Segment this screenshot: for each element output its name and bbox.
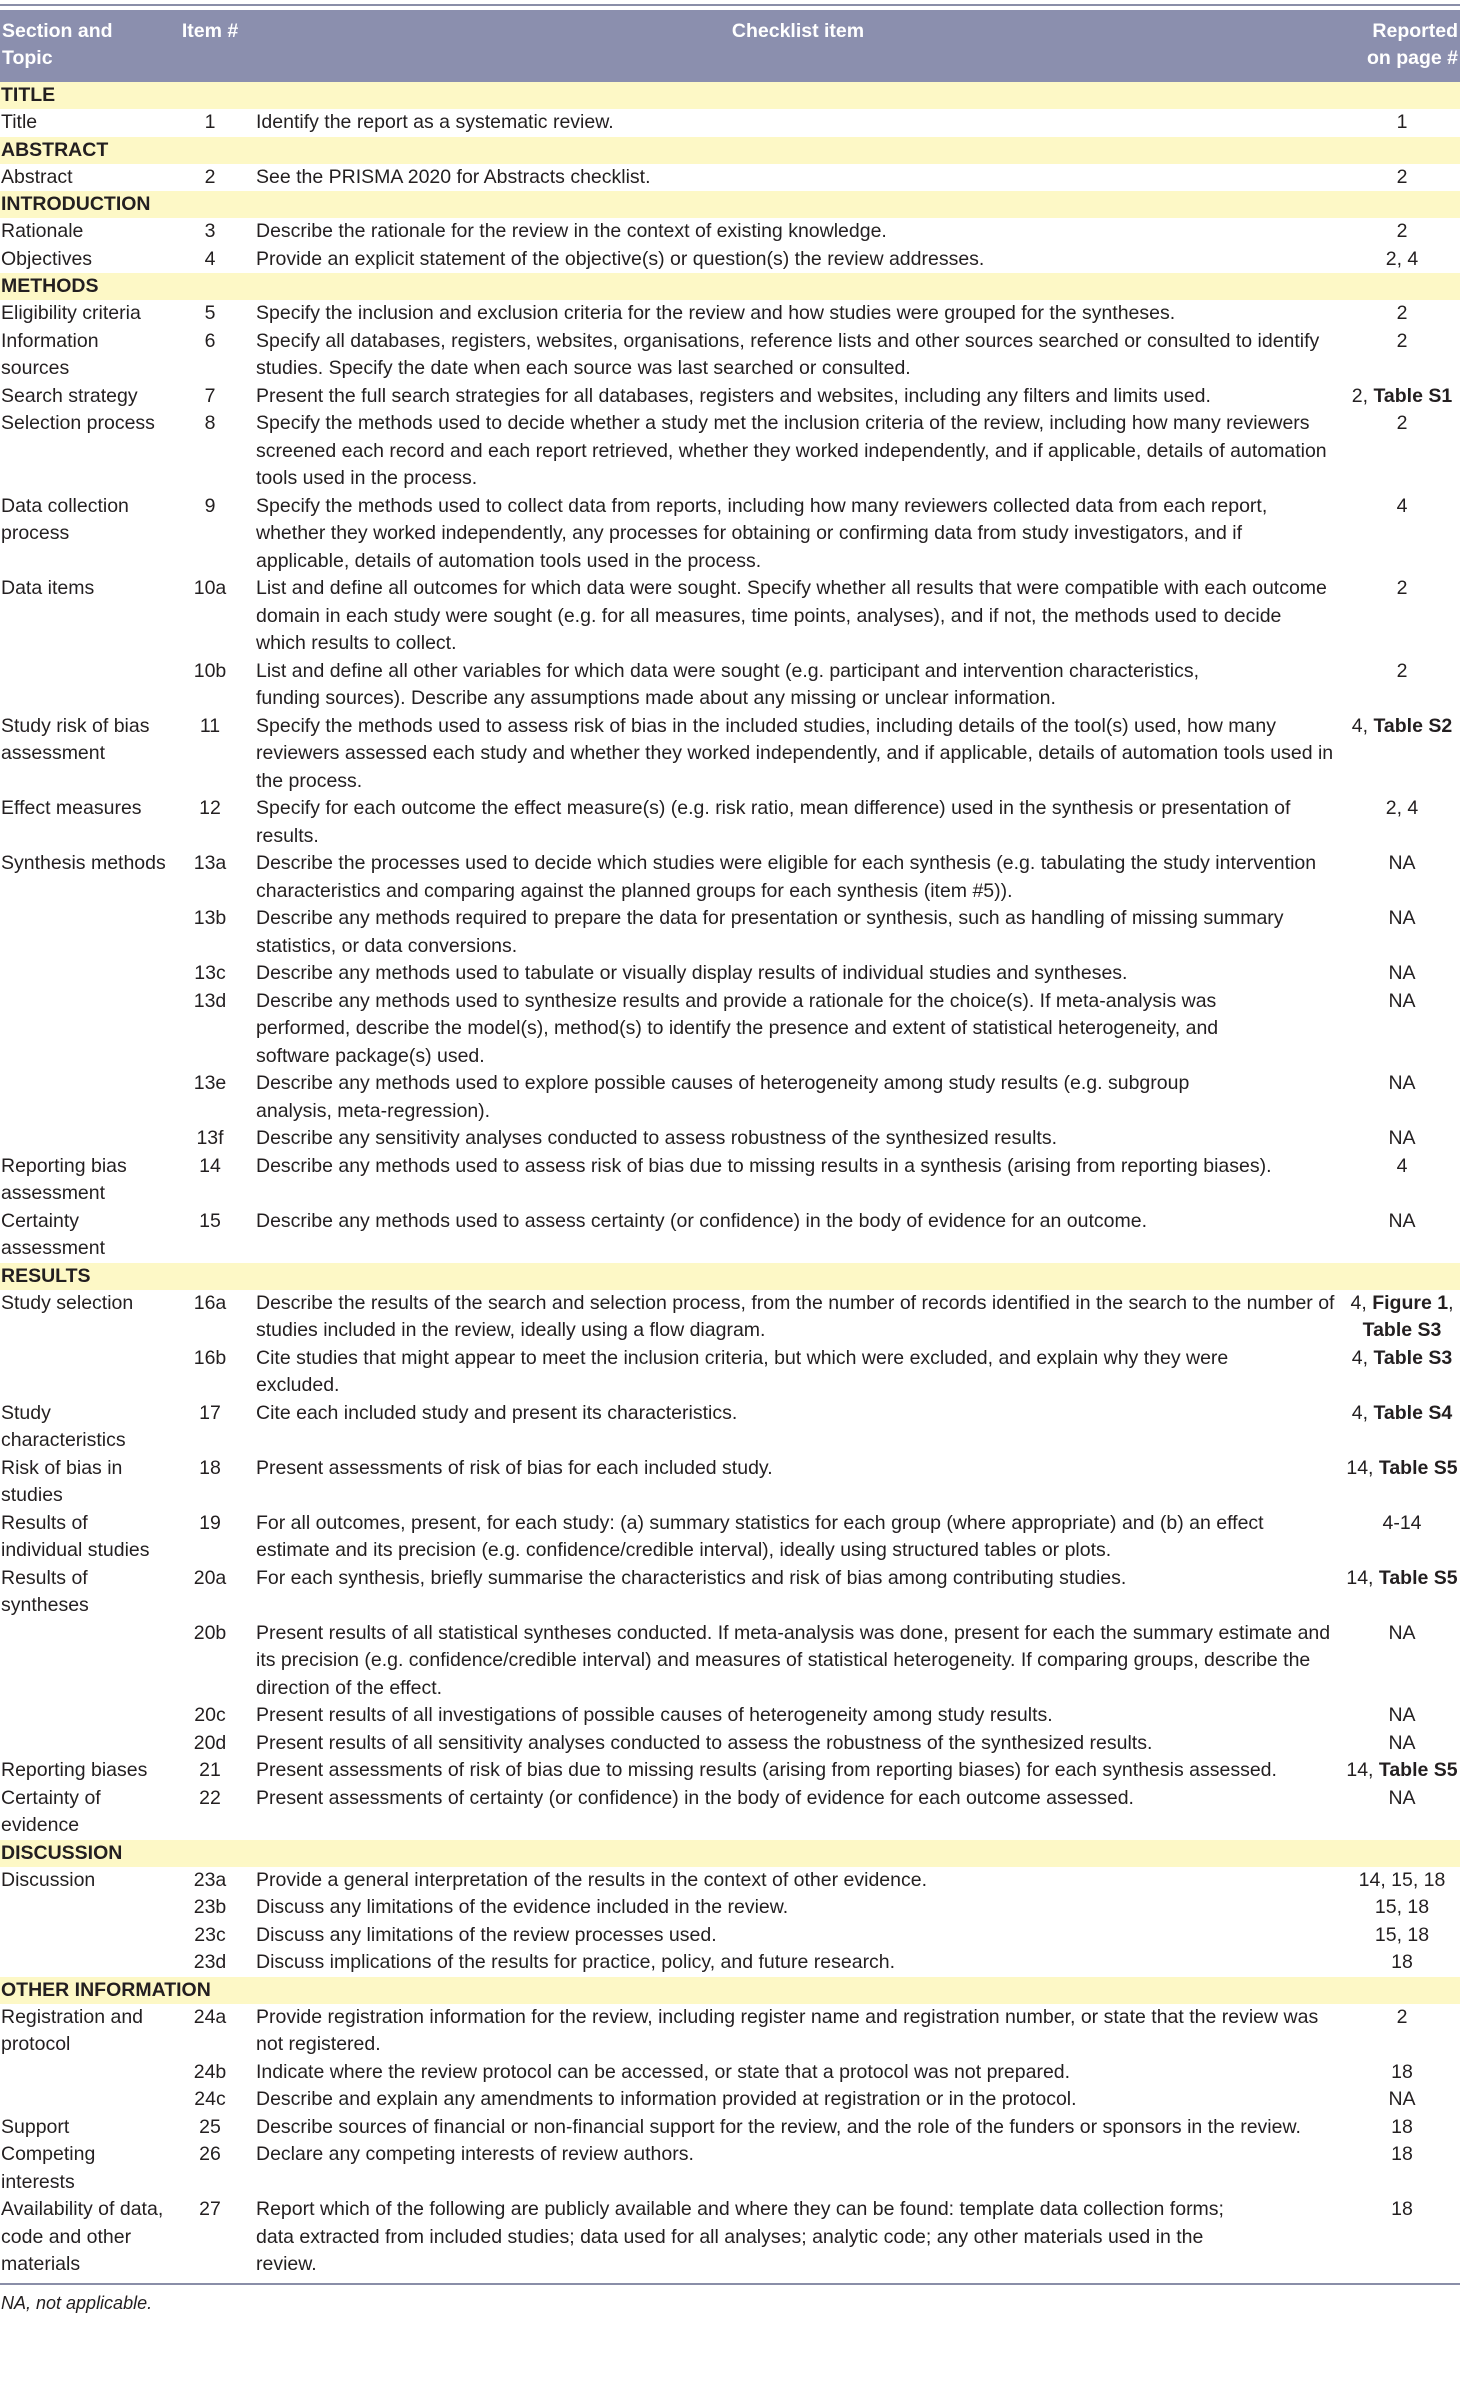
row-reported-page [1344,164,1460,192]
row-topic: Study characteristics [1,1401,126,1451]
section-title: METHODS [0,273,1460,300]
checklist-row [0,1867,1460,1895]
row-item-number: 23a [193,1868,227,1891]
row-topic: Certainty of evidence [1,1786,101,1836]
row-topic: Data items [1,577,95,599]
row-item-number: 14 [199,1154,221,1177]
row-item-number: 1 [204,111,216,133]
row-checklist-item: Present the full search strategies for all databases, registers and websites, including any filters and limits used. [256,384,1211,407]
row-reported-page [1344,658,1460,713]
page-text-tail: , [1448,1291,1454,1314]
page-text: 4-14 [1382,1511,1422,1534]
checklist-row [0,658,1460,713]
row-topic [0,960,168,988]
page-reference-bold: Table S5 [1378,1759,1458,1781]
row-item-number: 11 [199,714,221,737]
checklist-row [0,383,1460,411]
row-topic: Selection process [1,412,155,434]
row-topic: Search strategy [1,384,138,407]
row-topic: Results of syntheses [1,1566,89,1616]
footnote: NA, not applicable. [1,2292,153,2313]
row-topic [0,1894,168,1922]
page-text: 4 [1396,1154,1408,1177]
row-reported-page [1344,493,1460,576]
section-title: INTRODUCTION [0,191,1460,218]
row-reported-page [1344,1757,1460,1785]
page-text: 15, 18 [1374,1923,1430,1946]
checklist-row [0,1455,1460,1510]
page-text: NA [1388,989,1416,1012]
checklist-row [0,1510,1460,1565]
section-row [0,1977,1460,2004]
row-item-number: 22 [199,1786,221,1809]
row-item-number: 19 [199,1511,221,1534]
page-text: 4, [1351,714,1374,737]
row-reported-page [1344,1400,1460,1455]
row-checklist-item: Cite studies that might appear to meet the inclusion criteria, but which were excluded, and explain why they were excluded. [256,1346,1229,1396]
page-text: 18 [1391,2115,1413,2138]
row-item-number: 21 [199,1759,221,1781]
row-checklist-item: Provide registration information for the review, including register name and registration number, or state that the review was not registered. [256,2005,1319,2055]
row-checklist-item: Declare any competing interests of review authors. [256,2143,694,2165]
section-row [0,1263,1460,1290]
page-text: NA [1388,1786,1416,1809]
row-checklist-item: Present assessments of certainty (or confidence) in the body of evidence for each outcome assessed. [256,1786,1134,1809]
page-text: 2 [1396,220,1408,242]
row-item-number: 27 [199,2198,221,2220]
section-title: DISCUSSION [0,1840,1460,1867]
row-topic: Risk of bias in studies [1,1456,123,1506]
row-topic [0,1730,168,1758]
row-topic: Synthesis methods [1,852,166,874]
header-section-topic: Section and Topic [0,10,168,82]
checklist-row [0,2086,1460,2114]
checklist-row [0,1125,1460,1153]
row-checklist-item: Describe any methods used to tabulate or visually display results of individual studies and syntheses. [256,962,1128,984]
page-reference-bold: Figure 1 [1372,1291,1449,1314]
row-topic [0,1620,168,1703]
page-text: 2 [1396,412,1408,434]
page-text: NA [1388,962,1416,984]
checklist-row [0,1070,1460,1125]
row-item-number: 10a [193,577,227,599]
row-reported-page [1344,1153,1460,1208]
row-checklist-item: Discuss any limitations of the evidence included in the review. [256,1896,789,1918]
page-text: 18 [1391,2143,1413,2165]
row-checklist-item: Specify the methods used to decide whether a study met the inclusion criteria of the review, including how many reviewers screened each record and each report retrieved, whether they worked independently, and if applicable, details of automation tools used in the process. [256,412,1327,489]
row-topic: Information sources [1,329,99,379]
row-item-number: 13b [193,907,227,929]
page-text: 2 [1396,659,1408,682]
row-topic: Availability of data, code and other materials [1,2198,164,2275]
checklist-row [0,1922,1460,1950]
row-item-number: 12 [199,797,221,819]
checklist-row [0,493,1460,576]
row-checklist-item: Cite each included study and present its characteristics. [256,1401,738,1424]
row-checklist-item: Describe any methods used to synthesize results and provide a rationale for the choice(s). If meta-analysis was performed, describe the model(s), method(s) to identify the presence and extent of statistical heterogeneity, and software package(s) used. [256,989,1219,1067]
prisma-checklist-table [0,10,1460,2279]
row-reported-page [1344,1290,1460,1345]
row-reported-page [1344,1345,1460,1400]
page-reference-bold: Table S2 [1373,714,1453,737]
page-text: NA [1388,852,1416,874]
page-text: NA [1388,1731,1416,1754]
checklist-row [0,2114,1460,2142]
checklist-row [0,2059,1460,2087]
section-title: ABSTRACT [0,137,1460,164]
page-text: 2 [1396,165,1408,188]
row-checklist-item: Describe any methods required to prepare the data for presentation or synthesis, such as handling of missing summary statistics, or data conversions. [256,907,1284,957]
row-topic [0,1070,168,1125]
row-item-number: 20b [193,1621,227,1644]
checklist-row [0,1565,1460,1620]
row-reported-page [1344,1867,1460,1895]
row-reported-page [1344,905,1460,960]
row-checklist-item: For each synthesis, briefly summarise the characteristics and risk of bias among contributing studies. [256,1566,1127,1589]
page-text: 14, [1346,1759,1379,1781]
page-reference-bold-2: Table S3 [1362,1319,1442,1341]
row-reported-page [1344,2196,1460,2279]
row-item-number: 16a [193,1291,227,1314]
row-checklist-item: Describe any methods used to explore possible causes of heterogeneity among study results (e.g. subgroup analysis, meta-regression). [256,1072,1190,1122]
row-topic: Reporting bias assessment [1,1154,127,1204]
header-checklist-item: Checklist item [252,10,1344,82]
page-text: 2 [1396,577,1408,599]
row-checklist-item: Describe the processes used to decide which studies were eligible for each synthesis (e.g. tabulating the study intervention characteristics and comparing against the planned groups for each synthesis (item #5)). [256,852,1317,902]
checklist-row [0,410,1460,493]
page-text: 4, [1350,1291,1373,1314]
checklist-row [0,795,1460,850]
row-item-number: 5 [204,302,216,324]
row-checklist-item: Specify the methods used to assess risk of bias in the included studies, including details of the tool(s) used, how many reviewers assessed each study and whether they worked independently, and if applicable, details of automation tools used in the process. [256,714,1334,792]
page-text: NA [1388,907,1416,929]
row-item-number: 6 [204,329,216,352]
row-checklist-item: See the PRISMA 2020 for Abstracts checklist. [256,165,651,188]
page-text: 2 [1396,329,1408,352]
header-row [0,10,1460,82]
row-topic: Certainty assessment [1,1209,106,1259]
row-reported-page [1344,2141,1460,2196]
row-topic: Reporting biases [1,1759,148,1781]
row-topic: Objectives [1,247,93,270]
row-reported-page [1344,2114,1460,2142]
row-checklist-item: Specify for each outcome the effect measure(s) (e.g. risk ratio, mean difference) used in the synthesis or presentation of results. [256,797,1291,847]
section-title: RESULTS [0,1263,1460,1290]
row-item-number: 25 [199,2115,221,2138]
row-topic: Study risk of bias assessment [1,714,150,764]
page-text: 15, 18 [1374,1896,1430,1918]
row-reported-page [1344,2059,1460,2087]
row-topic [0,1922,168,1950]
row-checklist-item: Present results of all investigations of possible causes of heterogeneity among study results. [256,1704,1053,1726]
row-checklist-item: Provide an explicit statement of the objective(s) or question(s) the review addresses. [256,247,985,270]
row-topic: Eligibility criteria [1,302,141,324]
checklist-row [0,2141,1460,2196]
row-item-number: 10b [193,659,227,682]
page-text: 18 [1391,2060,1413,2083]
page-text: NA [1388,1704,1416,1726]
row-reported-page [1344,246,1460,274]
row-checklist-item: Describe any methods used to assess risk of bias due to missing results in a synthesis (arising from reporting biases). [256,1154,1272,1177]
row-item-number: 23c [194,1923,226,1946]
checklist-row [0,1290,1460,1345]
checklist-row [0,328,1460,383]
checklist-row [0,1153,1460,1208]
row-checklist-item: Describe any sensitivity analyses conducted to assess robustness of the synthesized results. [256,1127,1057,1149]
checklist-row [0,164,1460,192]
row-checklist-item: Specify the inclusion and exclusion criteria for the review and how studies were grouped for the syntheses. [256,302,1176,324]
page-text: 2, [1351,384,1374,407]
row-topic: Results of individual studies [1,1511,150,1561]
row-item-number: 15 [199,1209,221,1232]
row-item-number: 16b [193,1346,227,1369]
row-reported-page [1344,1620,1460,1703]
row-reported-page [1344,2004,1460,2059]
row-reported-page [1344,1565,1460,1620]
row-reported-page [1344,713,1460,796]
page-text: NA [1388,1072,1416,1094]
checklist-row [0,988,1460,1071]
checklist-row [0,575,1460,658]
page-text: 4, [1351,1346,1374,1369]
section-row [0,273,1460,300]
row-reported-page [1344,960,1460,988]
page-text: 2, 4 [1385,247,1419,270]
checklist-row [0,1702,1460,1730]
row-reported-page [1344,383,1460,411]
row-checklist-item: Describe sources of financial or non-financial support for the review, and the role of the funders or sponsors in the review. [256,2115,1301,2138]
row-reported-page [1344,218,1460,246]
checklist-row [0,2004,1460,2059]
row-checklist-item: Present results of all sensitivity analyses conducted to assess the robustness of the synthesized results. [256,1731,1153,1754]
checklist-row [0,850,1460,905]
checklist-row [0,246,1460,274]
row-checklist-item: Describe the results of the search and selection process, from the number of records identified in the search to the number of studies included in the review, ideally using a flow diagram. [256,1291,1335,1341]
row-item-number: 7 [204,384,216,407]
row-checklist-item: List and define all other variables for which data were sought (e.g. participant and intervention characteristics, funding sources). Describe any assumptions made about any missing or unclear information. [256,659,1200,709]
section-title: TITLE [0,82,1460,109]
row-topic [0,1345,168,1400]
row-topic: Effect measures [1,797,142,819]
checklist-row [0,1620,1460,1703]
page-text: NA [1388,1621,1416,1644]
row-item-number: 13a [193,852,227,874]
checklist-row [0,1949,1460,1977]
page-text: 18 [1391,1951,1413,1973]
page-text: 2 [1396,302,1408,324]
row-item-number: 18 [199,1456,221,1479]
section-row [0,82,1460,109]
checklist-row [0,1730,1460,1758]
row-item-number: 23d [193,1951,227,1973]
page-reference-bold: Table S4 [1373,1401,1453,1424]
page-reference-bold: Table S3 [1373,1346,1453,1369]
row-reported-page [1344,2086,1460,2114]
row-reported-page [1344,795,1460,850]
page-text: NA [1388,2088,1416,2110]
row-checklist-item: Provide a general interpretation of the results in the context of other evidence. [256,1868,927,1891]
row-checklist-item: Describe and explain any amendments to information provided at registration or in the protocol. [256,2088,1077,2110]
row-reported-page [1344,1894,1460,1922]
checklist-row [0,1345,1460,1400]
row-topic: Support [1,2115,70,2138]
row-topic [0,2086,168,2114]
row-reported-page [1344,1455,1460,1510]
row-item-number: 17 [199,1401,221,1424]
row-topic: Discussion [1,1868,96,1891]
row-item-number: 9 [204,494,216,517]
checklist-row [0,109,1460,137]
checklist-row [0,1208,1460,1263]
checklist-row [0,1785,1460,1840]
row-reported-page [1344,1730,1460,1758]
row-checklist-item: Specify the methods used to collect data from reports, including how many reviewers collected data from each report, whether they worked independently, any processes for obtaining or confirming data from study investigators, and if applicable, details of automation tools used in the process. [256,494,1268,572]
row-item-number: 24c [194,2088,226,2110]
row-checklist-item: List and define all outcomes for which data were sought. Specify whether all results that were compatible with each outcome domain in each study were sought (e.g. for all measures, time points, analyses), and if not, the methods used to decide which results to collect. [256,577,1327,654]
row-item-number: 24a [193,2005,227,2028]
header-reported-page: Reported on page # [1344,10,1460,82]
row-item-number: 20d [193,1731,227,1754]
page-text: 14, [1346,1456,1379,1479]
checklist-row [0,300,1460,328]
row-topic: Rationale [1,220,84,242]
row-checklist-item: Present assessments of risk of bias due to missing results (arising from reporting biases) for each synthesis assessed. [256,1759,1277,1781]
row-checklist-item: For all outcomes, present, for each study: (a) summary statistics for each group (where appropriate) and (b) an effect estimate and its precision (e.g. confidence/credible interval), ideally using structured tables or plots. [256,1511,1264,1561]
row-checklist-item: Present assessments of risk of bias for each included study. [256,1456,773,1479]
row-reported-page [1344,988,1460,1071]
row-reported-page [1344,1702,1460,1730]
checklist-row [0,218,1460,246]
row-checklist-item: Identify the report as a systematic review. [256,111,614,133]
row-topic [0,905,168,960]
row-item-number: 2 [204,165,216,188]
row-checklist-item: Describe the rationale for the review in the context of existing knowledge. [256,220,887,242]
page-text: 4 [1396,494,1408,517]
row-topic [0,1702,168,1730]
checklist-row [0,2196,1460,2279]
row-reported-page [1344,300,1460,328]
page-text: NA [1388,1127,1416,1149]
row-checklist-item: Present results of all statistical syntheses conducted. If meta-analysis was done, present for each the summary estimate and its precision (e.g. confidence/credible interval) and measures of statistical heterogeneity. If comparing groups, describe the direction of the effect. [256,1621,1331,1699]
row-topic [0,1125,168,1153]
row-item-number: 3 [204,220,216,242]
row-item-number: 13f [196,1127,224,1149]
row-item-number: 13d [193,989,227,1012]
page-text: 18 [1391,2198,1413,2220]
page-text: 4, [1351,1401,1374,1424]
checklist-row [0,713,1460,796]
row-reported-page [1344,1949,1460,1977]
page-reference-bold: Table S5 [1378,1456,1458,1479]
row-reported-page [1344,410,1460,493]
page-text: 14, [1346,1566,1379,1589]
row-topic: Registration and protocol [1,2005,144,2055]
row-reported-page [1344,1125,1460,1153]
row-item-number: 20a [193,1566,227,1589]
checklist-row [0,905,1460,960]
row-reported-page [1344,1510,1460,1565]
section-row [0,1840,1460,1867]
row-item-number: 13e [193,1072,227,1094]
row-item-number: 26 [199,2143,221,2165]
row-item-number: 8 [204,412,216,434]
row-checklist-item: Report which of the following are publicly available and where they can be found: template data collection forms; data extracted from included studies; data used for all analyses; analytic code; any other materials used in the review. [256,2198,1224,2275]
row-item-number: 24b [193,2060,227,2083]
row-reported-page [1344,1070,1460,1125]
row-topic: Competing interests [1,2143,96,2193]
row-reported-page [1344,850,1460,905]
row-item-number: 4 [204,247,216,270]
row-reported-page [1344,575,1460,658]
page-reference-bold: Table S1 [1373,384,1453,407]
row-reported-page [1344,1922,1460,1950]
page-reference-bold: Table S5 [1378,1566,1458,1589]
section-row [0,137,1460,164]
row-item-number: 23b [193,1896,227,1918]
row-item-number: 20c [194,1704,226,1726]
prisma-checklist-page [0,4,1460,2314]
row-checklist-item: Specify all databases, registers, websites, organisations, reference lists and other sources searched or consulted to identify studies. Specify the date when each source was last searched or consulted. [256,329,1320,379]
section-row [0,191,1460,218]
row-reported-page [1344,1785,1460,1840]
page-text: 14, 15, 18 [1358,1868,1446,1891]
checklist-body [0,82,1460,2279]
row-reported-page [1344,109,1460,137]
row-reported-page [1344,328,1460,383]
row-topic: Abstract [1,165,73,188]
row-topic [0,1949,168,1977]
row-checklist-item: Indicate where the review protocol can be accessed, or state that a protocol was not prepared. [256,2060,1071,2083]
row-topic: Study selection [1,1291,134,1314]
row-topic [0,658,168,713]
row-reported-page [1344,1208,1460,1263]
checklist-row [0,1757,1460,1785]
page-text: NA [1388,1209,1416,1232]
section-title: OTHER INFORMATION [0,1977,1460,2004]
row-topic [0,2059,168,2087]
row-checklist-item: Discuss implications of the results for practice, policy, and future research. [256,1951,896,1973]
row-checklist-item: Discuss any limitations of the review processes used. [256,1923,717,1946]
page-text: 2, 4 [1385,797,1419,819]
page-text: 2 [1396,2005,1408,2028]
header-item-number: Item # [168,10,252,82]
row-topic: Data collection process [1,494,129,544]
row-topic [0,988,168,1071]
row-topic: Title [1,111,38,133]
checklist-row [0,960,1460,988]
row-checklist-item: Describe any methods used to assess certainty (or confidence) in the body of evidence for an outcome. [256,1209,1147,1232]
checklist-row [0,1400,1460,1455]
page-text: 1 [1396,111,1408,133]
row-item-number: 13c [194,962,226,984]
checklist-row [0,1894,1460,1922]
